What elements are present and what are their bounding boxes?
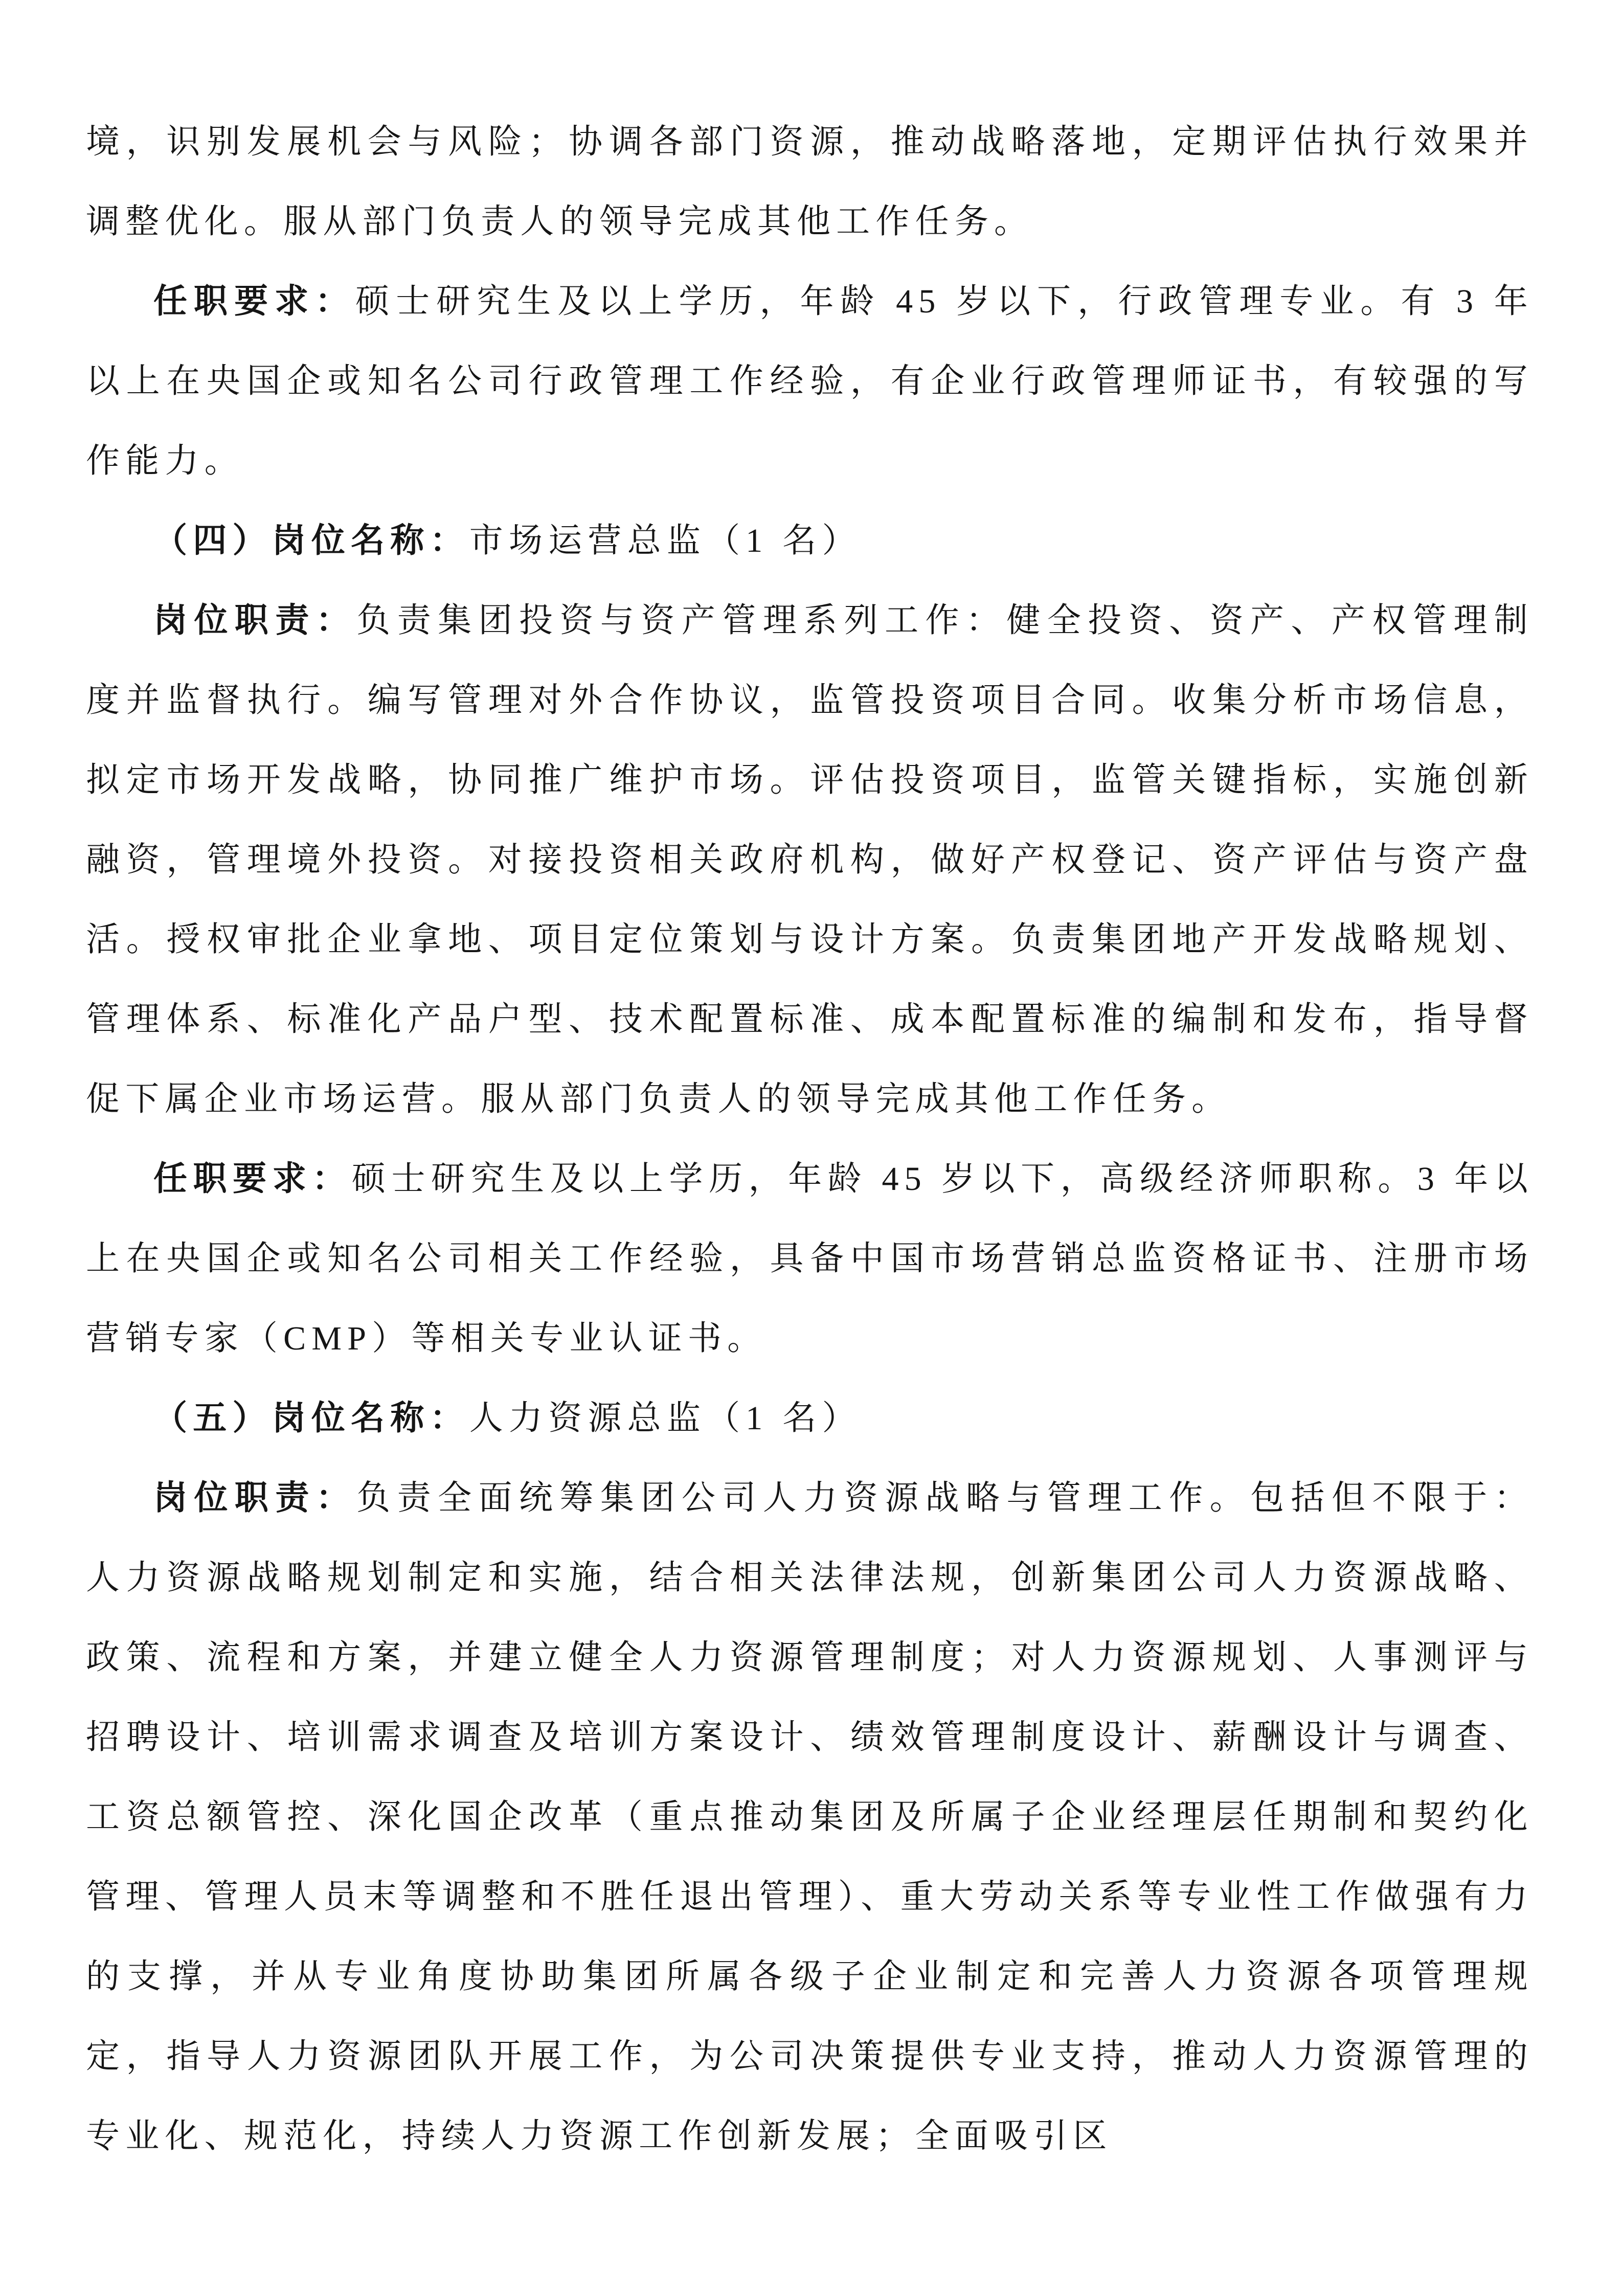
position-title: 人力资源总监（1 名） (469, 1400, 862, 1437)
paragraph-label: 岗位职责： (153, 602, 357, 639)
paragraph-text: 负责集团投资与资产管理系列工作：健全投资、资产、产权管理制度并监督执行。编写管理对外合作协议，监管投资项目合同。收集分析市场信息，拟定市场开发战略，协同推广维护市场。评估投资项目，监管关键指标，实施创新融资，管理境外投资。对接投资相关政府机构，做好产权登记、资产评估与资产盘活。授权审批企业拿地、项目定位策划与设计方案。负责集团地产开发战略规划、管理体系、标准化产品户型、技术配置标准、成本配置标准的编制和发布，指导督促下属企业市场运营。服从部门负责人的领导完成其他工作任务。 (86, 602, 1534, 1118)
paragraph-duties-position-5 (86, 1458, 1534, 2176)
heading-position-5 (86, 1379, 1534, 1458)
paragraph-text: 硕士研究生及以上学历，年龄 45 岁以下，高级经济师职称。3 年以上在央国企或知名公司相关工作经验，具备中国市场营销总监资格证书、注册市场营销专家（CMP）等相关专业认证书。 (86, 1160, 1534, 1357)
heading-position-4 (86, 501, 1534, 581)
paragraph-text: 硕士研究生及以上学历，年龄 45 岁以下，行政管理专业。有 3 年以上在央国企或知名公司行政管理工作经验，有企业行政管理师证书，有较强的写作能力。 (86, 283, 1534, 480)
paragraph-label: 任职要求： (153, 1160, 352, 1198)
paragraph-duties-position-4 (86, 581, 1534, 1139)
paragraph-label: （五）岗位名称： (153, 1400, 469, 1437)
position-title: 市场运营总监（1 名） (469, 522, 862, 559)
paragraph-text: 境，识别发展机会与风险；协调各部门资源，推动战略落地，定期评估执行效果并调整优化。服从部门负责人的领导完成其他工作任务。 (86, 123, 1534, 240)
paragraph-requirements-position-4 (86, 1139, 1534, 1379)
paragraph-text: 负责全面统筹集团公司人力资源战略与管理工作。包括但不限于：人力资源战略规划制定和实施，结合相关法律法规，创新集团公司人力资源战略、政策、流程和方案，并建立健全人力资源管理制度；对人力资源规划、人事测评与招聘设计、培训需求调查及培训方案设计、绩效管理制度设计、薪酬设计与调查、工资总额管控、深化国企改革（重点推动集团及所属子企业经理层任期制和契约化管理、管理人员末等调整和不胜任退出管理）、重大劳动关系等专业性工作做强有力的支撑，并从专业角度协助集团所属各级子企业制定和完善人力资源各项管理规定，指导人力资源团队开展工作，为公司决策提供专业支持，推动人力资源管理的专业化、规范化，持续人力资源工作创新发展；全面吸引区 (86, 1479, 1534, 2155)
paragraph-label: 任职要求： (153, 283, 356, 320)
paragraph-requirements-admin (86, 262, 1534, 501)
paragraph-label: （四）岗位名称： (153, 522, 469, 559)
paragraph-continuation (86, 102, 1534, 262)
paragraph-label: 岗位职责： (153, 1479, 357, 1517)
